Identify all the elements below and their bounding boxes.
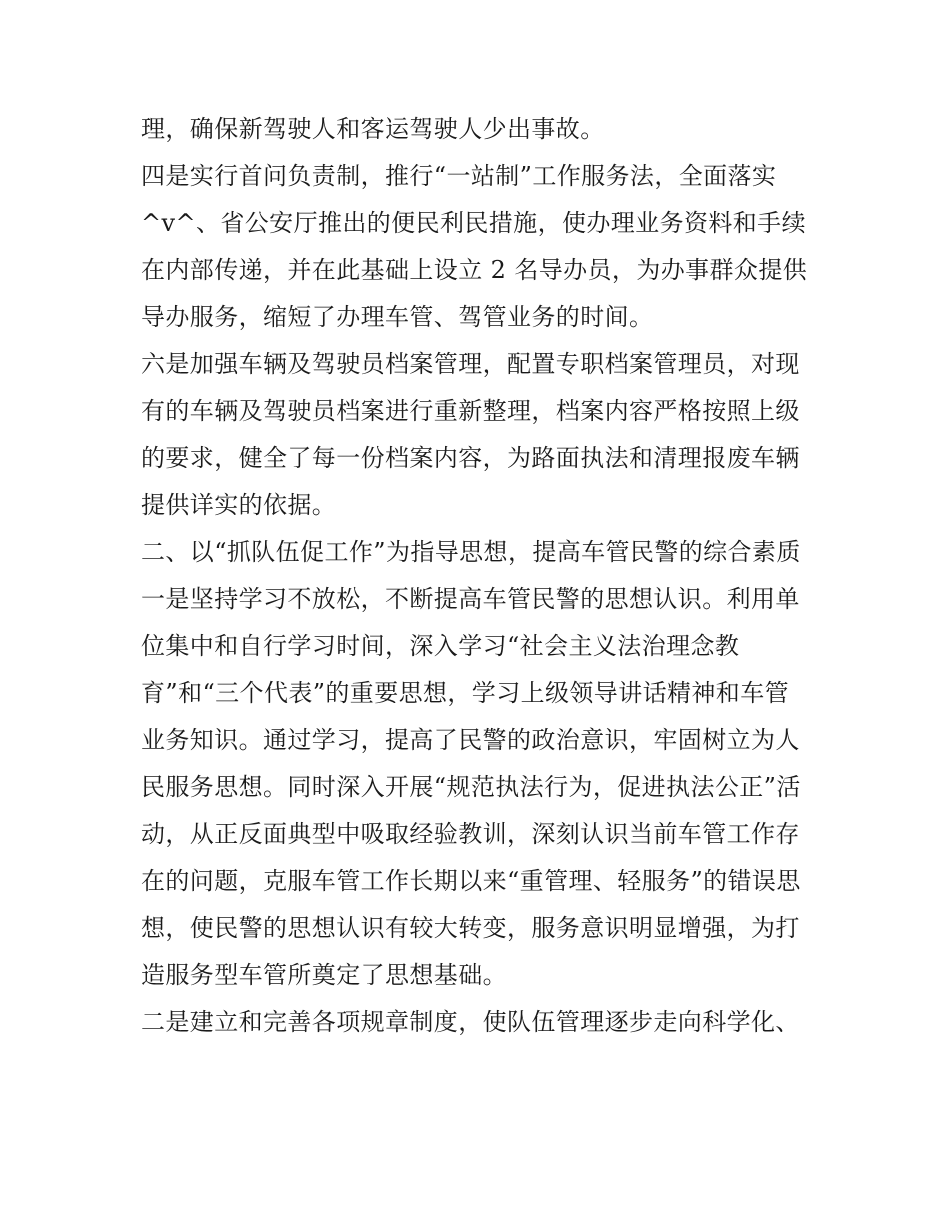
text-line: 六是加强车辆及驾驶员档案管理，配置专职档案管理员，对现 xyxy=(141,350,800,378)
body-text xyxy=(141,106,821,1046)
text-line: 在的问题，克服车管工作长期以来“重管理、轻服务”的错误思 xyxy=(141,867,801,895)
text-line: ^v^、省公安厅推出的便民利民措施，使办理业务资料和手续 xyxy=(141,209,806,237)
text-line: 业务知识。通过学习，提高了民警的政治意识，牢固树立为人 xyxy=(141,726,800,754)
text-line: 有的车辆及驾驶员档案进行重新整理，档案内容严格按照上级 xyxy=(141,397,800,425)
text-line: 动，从正反面典型中吸取经验教训，深刻认识当前车管工作存 xyxy=(141,820,800,848)
text-line: 导办服务，缩短了办理车管、驾管业务的时间。 xyxy=(141,303,654,331)
text-line: 二是建立和完善各项规章制度，使队伍管理逐步走向科学化、 xyxy=(141,1008,800,1036)
text-line: 位集中和自行学习时间，深入学习“社会主义法治理念教 xyxy=(141,632,740,660)
text-line: 理，确保新驾驶人和客运驾驶人少出事故。 xyxy=(141,115,605,143)
text-line: 育”和“三个代表”的重要思想，学习上级领导讲话精神和车管 xyxy=(141,679,790,707)
text-line: 四是实行首问负责制，推行“一站制”工作服务法，全面落实 xyxy=(141,162,777,190)
text-line: 想，使民警的思想认识有较大转变，服务意识明显增强，为打 xyxy=(141,914,800,942)
text-line: 民服务思想。同时深入开展“规范执法行为，促进执法公正”活 xyxy=(141,773,801,801)
section-heading: 二、以“抓队伍促工作”为指导思想，提高车管民警的综合素质 xyxy=(141,538,801,566)
text-line: 在内部传递，并在此基础上设立 2 名导办员，为办事群众提供 xyxy=(141,256,808,284)
text-line: 提供详实的依据。 xyxy=(141,491,337,519)
text-line: 一是坚持学习不放松，不断提高车管民警的思想认识。利用单 xyxy=(141,585,800,613)
text-line: 的要求，健全了每一份档案内容，为路面执法和清理报废车辆 xyxy=(141,444,800,472)
text-line: 造服务型车管所奠定了思想基础。 xyxy=(141,961,507,989)
